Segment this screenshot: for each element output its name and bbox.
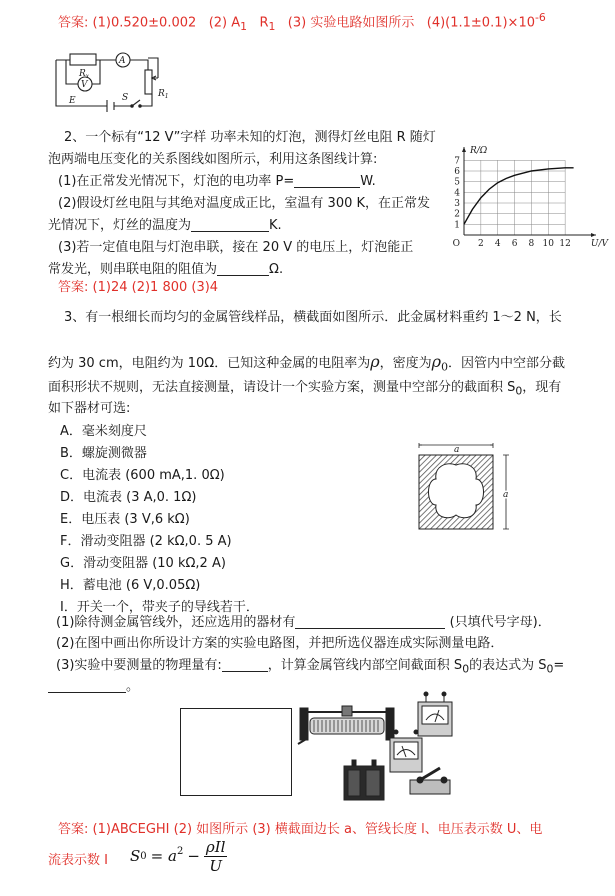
battery-icon — [107, 100, 114, 112]
rheostat-label: $R_1$ — [158, 89, 169, 100]
answer-part-1: (1)0.520±0.002 — [92, 15, 197, 31]
q3-sub3-eq: = — [553, 658, 565, 673]
label-a-right: a — [503, 490, 509, 500]
y-tick-label: 3 — [454, 199, 460, 209]
y-axis-label: R/Ω — [470, 146, 488, 156]
rx-label: $R_x$ — [79, 69, 90, 80]
ammeter-apparatus-icon — [390, 730, 422, 772]
x-tick-label: 2 — [477, 239, 484, 249]
y-tick-label: 6 — [454, 167, 460, 177]
r-u-chart — [452, 143, 612, 255]
option-h: H．蓄电池 (6 V,0.05Ω) — [60, 578, 201, 593]
q3-sub1 — [56, 613, 551, 633]
answer-label: 答案: — [58, 15, 89, 31]
option-e: E．电压表 (3 V,6 kΩ) — [60, 512, 190, 527]
q3-sub1-blank[interactable] — [295, 614, 445, 629]
answer-part-2: (2) A — [208, 15, 241, 31]
x-axis-arrow — [591, 233, 596, 237]
x-tick-label: 10 — [542, 239, 555, 249]
q2-answer-text: (1)24 (2)1 800 (3)4 — [92, 280, 219, 295]
circuit-diagram-1 — [52, 48, 167, 114]
battery-apparatus-icon — [344, 760, 384, 800]
q3-sub3 — [56, 656, 564, 678]
q3-sub3-line2 — [48, 677, 139, 697]
q2-sub3-line1: (3)若一定值电阻与灯泡串联，接在 20 V 的电压上，灯泡能正 — [58, 240, 414, 255]
y-tick-label: 1 — [454, 220, 460, 231]
q3-answer-text: (1)ABCEGHI (2) 如图所示 (3) 横截面边长 a、管线长度 l、电压表示数 U、电 — [92, 822, 543, 837]
voltmeter-apparatus-icon — [418, 692, 452, 736]
q3-sub3-text-b: ，计算金属管线内部空间截面积 S — [267, 658, 463, 673]
formula-sup: 2 — [176, 846, 184, 857]
option-c: C．电流表 (600 mA,1. 0Ω) — [60, 468, 225, 483]
hollow-shape — [429, 464, 484, 518]
q2-sub3-text: 常发光，则串联电阻的阻值为 — [48, 262, 218, 277]
switch-label: S — [122, 93, 129, 103]
answer-part-2b: R — [259, 15, 269, 31]
formula-minus: − — [187, 847, 200, 866]
circuit-drawing-box[interactable] — [180, 708, 292, 796]
q2-answer — [58, 278, 218, 298]
answer-part-3: (3) 实验电路如图所示 — [287, 15, 415, 31]
q2-sub3-blank[interactable] — [217, 261, 269, 276]
option-b: B．螺旋测微器 — [60, 446, 147, 461]
y-tick-label: 5 — [454, 177, 460, 188]
formula-lhs-sub: 0 — [140, 851, 147, 862]
rheostat-icon — [145, 70, 152, 94]
q3-sub2: (2)在图中画出你所设计方案的实验电路图，并把所选仪器连成实际测量电路． — [56, 636, 504, 651]
q3-options — [60, 421, 259, 619]
origin-label: O — [452, 239, 460, 249]
option-i: I．开关一个，带夹子的导线若干． — [60, 600, 259, 615]
q3-stem-line3-sub: 0 — [515, 384, 523, 398]
label-a-top: a — [454, 445, 460, 455]
q2-sub1-unit: W. — [360, 174, 376, 189]
option-f: F．滑动变阻器 (2 kΩ,0. 5 A) — [60, 534, 232, 549]
option-d: D．电流表 (3 A,0. 1Ω) — [60, 490, 197, 505]
x-tick-label: 12 — [559, 239, 571, 249]
y-tick-label: 4 — [454, 188, 460, 199]
q2-sub2-line2 — [48, 216, 282, 236]
q3-stem-line2 — [48, 350, 565, 376]
battery-label: E — [69, 96, 76, 106]
q3-sub3-sub: 0 — [462, 662, 470, 676]
y-tick-label: 2 — [454, 209, 460, 220]
q2-sub2-unit: K. — [269, 218, 282, 233]
x-axis-label: U/V — [590, 239, 608, 249]
q3-sub3-sub2: 0 — [546, 662, 554, 676]
voltmeter-label: V — [81, 80, 88, 90]
q2-sub1-text: (1)在正常发光情况下，灯泡的电功率 P= — [58, 174, 295, 189]
q2-stem-line1: 2、一个标有“12 V”字样 功率未知的灯泡，测得灯丝电阻 R 随灯 — [64, 130, 436, 145]
cross-section-figure — [414, 443, 518, 538]
q3-stem-line3-a: 面积形状不规则，无法直接测量，请设计一个实验方案，测量中空部分的截面积 S — [48, 380, 516, 395]
q1-answer — [58, 10, 546, 35]
q3-stem-line2-a: 约为 30 cm，电阻约为 10Ω．已知这种金属的电阻率为 — [48, 356, 371, 371]
q2-answer-label: 答案: — [58, 280, 89, 295]
x-tick-label: 8 — [528, 239, 535, 249]
ammeter-label: A — [119, 56, 126, 66]
q2-sub3-line2 — [48, 260, 283, 280]
q2-sub2-text: 光情况下，灯丝的温度为 — [48, 218, 192, 233]
q3-sub3-end: 。 — [126, 679, 140, 694]
q3-stem-line1: 3、有一根细长而均匀的金属管线样品，横截面如图所示．此金属材料重约 1～2 N，长 — [64, 310, 562, 325]
q2-sub1-blank[interactable] — [294, 173, 360, 188]
q2-sub2-line1: (2)假设灯丝电阻与其绝对温度成正比，室温有 300 K，在正常发 — [58, 196, 431, 211]
s0-formula — [130, 838, 227, 875]
answer-part-2b-sub: 1 — [268, 19, 276, 33]
q3-stem-line2-c: ．因管内中空部分截 — [447, 356, 565, 371]
answer-part-2-sub: 1 — [240, 19, 248, 33]
q2-sub2-blank[interactable] — [191, 217, 269, 232]
q2-sub1 — [58, 172, 376, 192]
q3-stem-line2-b: ，密度为 — [379, 356, 432, 371]
q3-stem-line3 — [48, 378, 561, 400]
q3-stem-line4: 如下器材可选: — [48, 401, 131, 416]
q3-sub3-text-c: 的表达式为 S — [469, 658, 547, 673]
q3-answer-line2: 流表示数 I — [48, 853, 108, 868]
formula-eq: = a — [150, 847, 177, 866]
y-axis-arrow — [462, 147, 466, 152]
resistor-rx — [70, 54, 96, 65]
x-tick-label: 6 — [511, 239, 518, 249]
q3-stem-line3-b: ，现有 — [522, 380, 562, 395]
rho0-symbol: ρ — [431, 352, 442, 371]
rho0-sub: 0 — [441, 360, 448, 374]
answer-part-4: (4)(1.1±0.1)×10 — [426, 15, 535, 31]
option-g: G．滑动变阻器 (10 kΩ,2 A) — [60, 556, 226, 571]
q3-sub1-text: (1)除待测金属管线外，还应选用的器材有 — [56, 615, 296, 630]
apparatus-illustration — [296, 688, 476, 808]
rho-symbol: ρ — [370, 352, 380, 371]
q3-sub3-text-a: (3)实验中要测量的物理量有: — [56, 658, 222, 673]
y-tick-label: 7 — [454, 156, 460, 167]
option-a: A．毫米刻度尺 — [60, 424, 147, 439]
q3-answer-line1 — [58, 820, 542, 840]
formula-denominator: U — [209, 857, 222, 875]
answer-part-4-sup: -6 — [534, 11, 546, 24]
x-tick-label: 4 — [494, 239, 501, 249]
q2-sub3-unit: Ω. — [269, 262, 284, 277]
q3-sub3-blank-2[interactable] — [48, 678, 126, 693]
rheostat-apparatus-icon — [298, 706, 398, 744]
q3-sub3-blank-1[interactable] — [222, 657, 268, 672]
q3-sub1-note: (只填代号字母)． — [449, 615, 551, 630]
formula-lhs: S — [130, 847, 141, 866]
q2-stem-line2: 泡两端电压变化的关系图线如图所示，利用这条图线计算: — [48, 152, 378, 167]
q3-answer-label: 答案: — [58, 822, 89, 837]
series-line-r-u — [464, 168, 574, 225]
formula-numerator: ρIl — [205, 838, 226, 856]
formula-fraction — [204, 838, 228, 875]
